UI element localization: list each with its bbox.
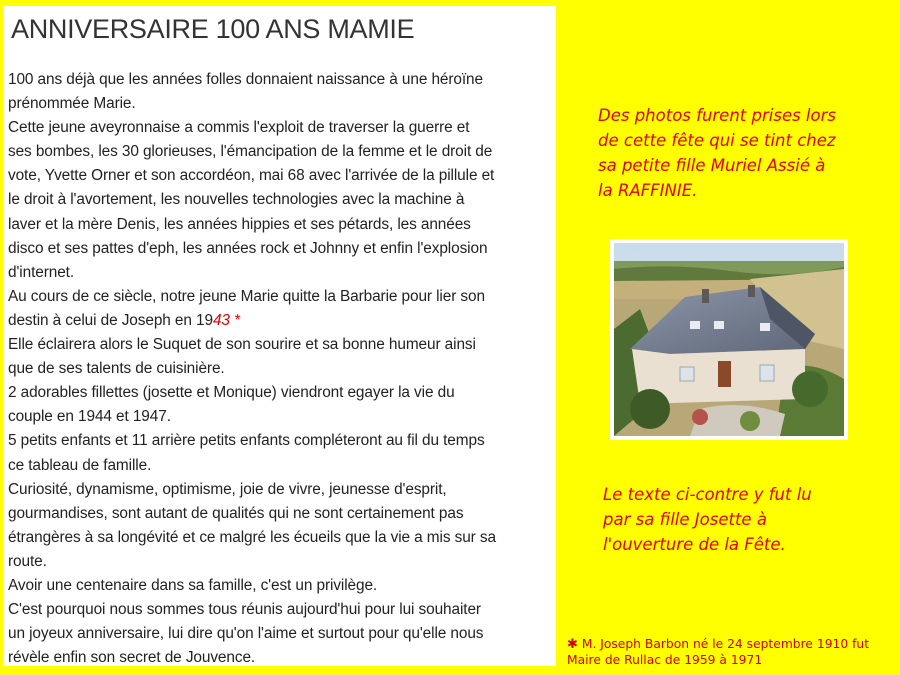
body-line: révèle enfin son secret de Jouvence. xyxy=(8,649,256,667)
footnote xyxy=(567,637,869,668)
house-photo-image xyxy=(610,239,848,440)
body-line: ses bombes, les 30 glorieuses, l'émancipation de la femme et le droit de xyxy=(8,143,493,161)
body-line: ce tableau de famille. xyxy=(8,456,152,474)
body-line-with-year xyxy=(8,309,556,333)
body-line: route. xyxy=(8,552,47,570)
body-line: le droit à l'avortement, les nouvelles technologies avec la machine à xyxy=(8,191,465,209)
body-line: couple en 1944 et 1947. xyxy=(8,408,171,426)
body-line: que de ses talents de cuisinière. xyxy=(8,360,225,378)
caption-line: par sa fille Josette à xyxy=(603,510,767,529)
body-line: 100 ans déjà que les années folles donnaient naissance à une héroïne xyxy=(8,71,483,88)
house-photo xyxy=(610,239,848,440)
body-line: prénommée Marie. xyxy=(8,95,136,113)
body-line: disco et ses pattes d'eph, les années rock et Johnny et enfin l'explosion xyxy=(8,239,488,257)
caption-line: Des photos furent prises lors xyxy=(598,106,836,125)
caption-line: l'ouverture de la Fête. xyxy=(603,535,786,554)
body-line: Avoir une centenaire dans sa famille, c'est un privilège. xyxy=(8,576,378,594)
body-line: Curiosité, dynamisme, optimisme, joie de vivre, jeunesse d'esprit, xyxy=(8,480,447,498)
caption-line: la RAFFINIE. xyxy=(598,181,698,200)
photo-caption-top xyxy=(598,103,836,203)
document-title: ANNIVERSAIRE 100 ANS MAMIE xyxy=(11,14,415,44)
body-line: 5 petits enfants et 11 arrière petits enfants compléteront au fil du temps xyxy=(8,432,485,450)
body-line: d'internet. xyxy=(8,263,75,281)
photo-caption-bottom xyxy=(603,482,812,557)
asterisk-icon: ✱ xyxy=(567,637,578,652)
body-line: C'est pourquoi nous sommes tous réunis aujourd'hui pour lui souhaiter xyxy=(8,601,481,619)
footnote-asterisk: * xyxy=(234,311,240,329)
caption-line: sa petite fille Muriel Assié à xyxy=(598,156,826,175)
footnote-text-1: M. Joseph Barbon né le 24 septembre 1910 fut xyxy=(581,637,870,651)
body-line: vote, Yvette Orner et son accordéon, mai 68 avec l'arrivée de la pillule et xyxy=(8,167,495,185)
caption-line: de cette fête qui se tint chez xyxy=(598,131,836,150)
footnote-line-1 xyxy=(567,637,869,653)
body-line: gourmandises, sont autant de qualités qui ne sont certainement pas xyxy=(8,504,464,522)
body-line: Au cours de ce siècle, notre jeune Marie quitte la Barbarie pour lier son xyxy=(8,287,485,305)
body-line: laver et la mère Denis, les années hippies et ses pétards, les années xyxy=(8,215,471,233)
body-line: un joyeux anniversaire, lui dire qu'on l'aime et surtout pour qu'elle nous xyxy=(8,625,484,643)
scanned-document xyxy=(3,6,556,666)
document-body xyxy=(8,68,556,670)
body-line: étrangères à sa longévité et ce malgré les écueils que la vie a mis sur sa xyxy=(8,528,496,546)
body-line: destin à celui de Joseph en 19 xyxy=(8,311,213,329)
footnote-text-2: Maire de Rullac de 1959 à 1971 xyxy=(567,652,763,667)
caption-line: Le texte ci-contre y fut lu xyxy=(603,485,812,504)
body-line: 2 adorables fillettes (josette et Monique) viendront egayer la vie du xyxy=(8,384,455,402)
handwritten-year: 43 xyxy=(212,311,230,329)
body-line: Cette jeune aveyronnaise a commis l'exploit de traverser la guerre et xyxy=(8,119,470,137)
body-line: Elle éclairera alors le Suquet de son sourire et sa bonne humeur ainsi xyxy=(8,336,476,354)
